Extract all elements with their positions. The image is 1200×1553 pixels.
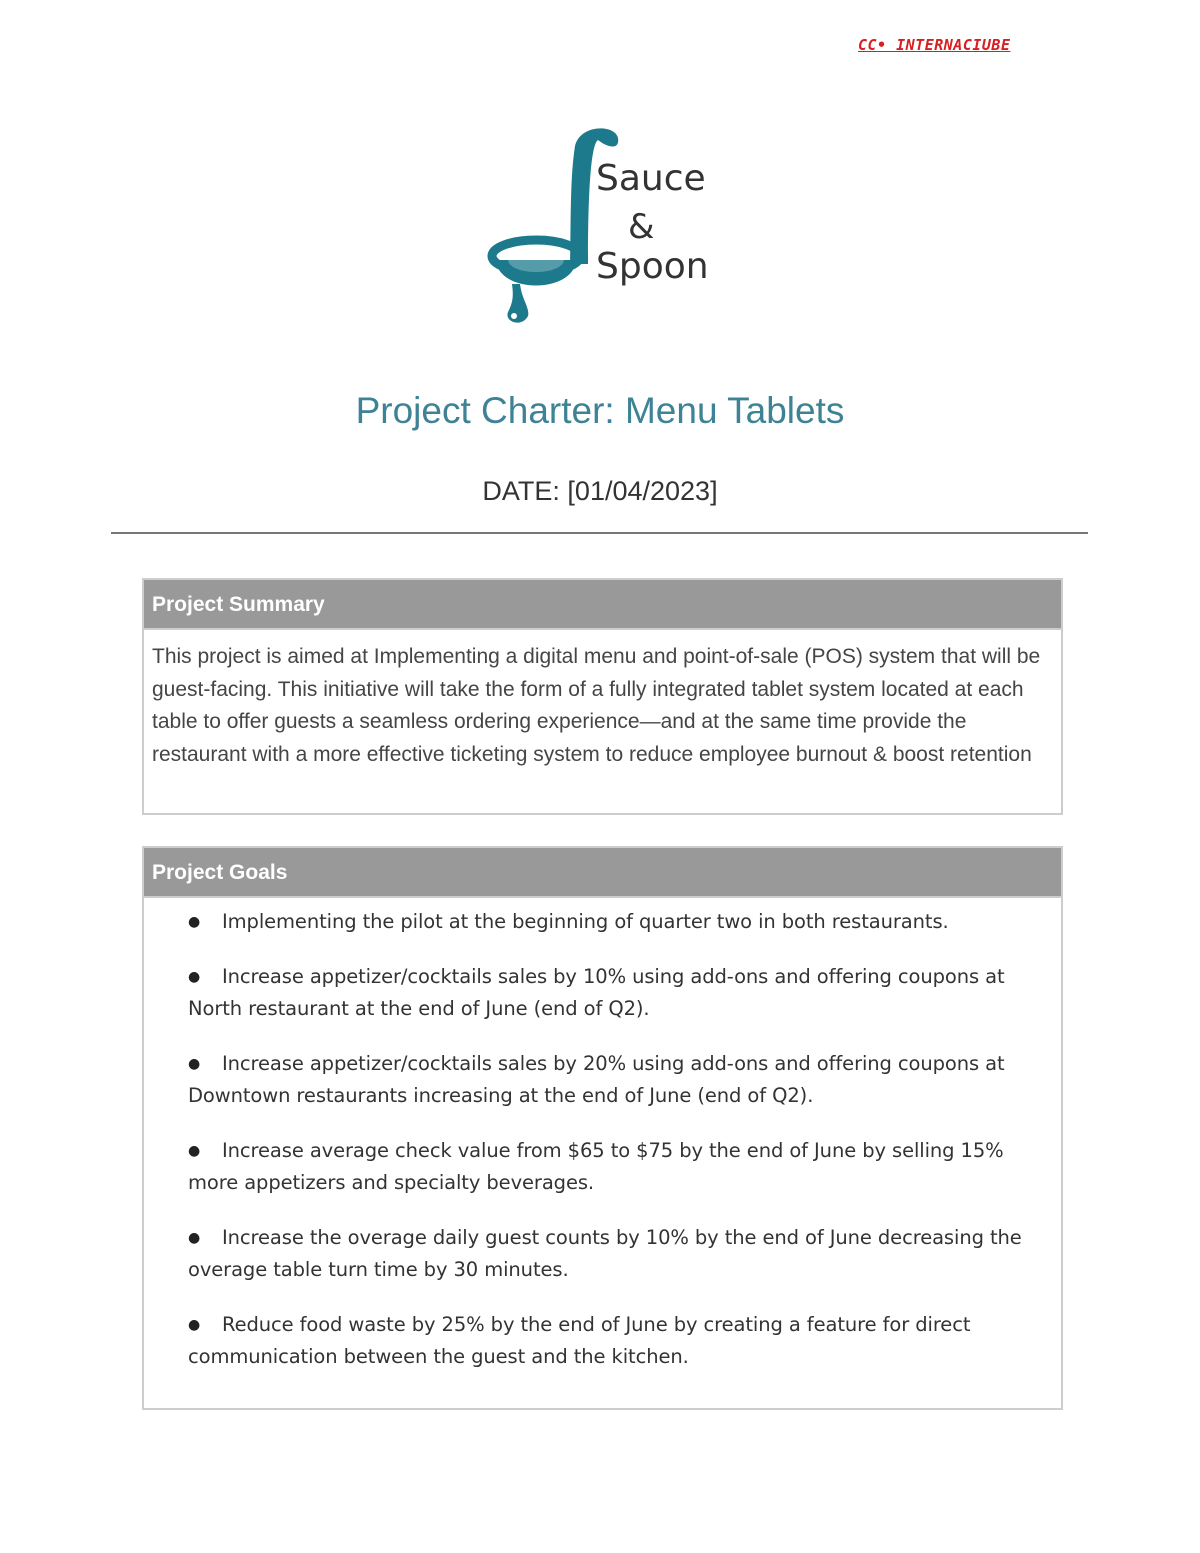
- goal-item: [188, 1048, 1047, 1113]
- project-goals-section: [142, 846, 1063, 1410]
- goal-item: [188, 1135, 1047, 1200]
- goal-item: [188, 961, 1047, 1026]
- bullet-icon: ●: [188, 1055, 201, 1072]
- goal-item: [188, 1222, 1047, 1287]
- goal-text: Increase appetizer/cocktails sales by 20% using add-ons and offering coupons at Downtown restaurants increasing at the end of June (end of Q2).: [188, 1051, 1005, 1107]
- logo-word-spoon: Spoon: [596, 246, 709, 287]
- goal-item: [188, 906, 1047, 939]
- project-summary-section: [142, 578, 1063, 815]
- divider: [111, 532, 1088, 534]
- sauce-spoon-logo: [470, 118, 730, 338]
- bullet-icon: ●: [188, 1316, 201, 1333]
- logo-ampersand: &: [628, 207, 655, 247]
- logo-word-sauce: Sauce: [596, 158, 706, 199]
- goals-list: [144, 898, 1061, 1374]
- goal-item: [188, 1309, 1047, 1374]
- goal-text: Implementing the pilot at the beginning of quarter two in both restaurants.: [222, 910, 949, 933]
- project-summary-heading: Project Summary: [144, 580, 1061, 630]
- goal-text: Increase average check value from $65 to $75 by the end of June by selling 15% more appetizers and specialty beverages.: [188, 1138, 1004, 1194]
- goal-text: Increase appetizer/cocktails sales by 10% using add-ons and offering coupons at North restaurant at the end of June (end of Q2).: [188, 964, 1005, 1020]
- bullet-icon: ●: [188, 1229, 201, 1246]
- watermark: CC• INTERNACIUBE: [858, 36, 1011, 54]
- bullet-icon: ●: [188, 914, 201, 930]
- goal-text: Increase the overage daily guest counts by 10% by the end of June decreasing the overage table turn time by 30 minutes.: [188, 1225, 1022, 1281]
- bullet-icon: ●: [188, 968, 201, 985]
- document-date: DATE: [01/04/2023]: [482, 476, 718, 506]
- page-title: Project Charter: Menu Tablets: [355, 390, 845, 431]
- project-summary-text: This project is aimed at Implementing a digital menu and point-of-sale (POS) system that will be guest-facing. This initiative will take the form of a fully integrated tablet system located at each table to offer guests a seamless ordering experience—and at the same time provide the restaurant with a more effective ticketing system to reduce employee burnout & boost retention: [152, 645, 1041, 766]
- project-goals-heading: Project Goals: [144, 848, 1061, 898]
- goal-text: Reduce food waste by 25% by the end of June by creating a feature for direct communication between the guest and the kitchen.: [188, 1312, 971, 1368]
- bullet-icon: ●: [188, 1142, 201, 1159]
